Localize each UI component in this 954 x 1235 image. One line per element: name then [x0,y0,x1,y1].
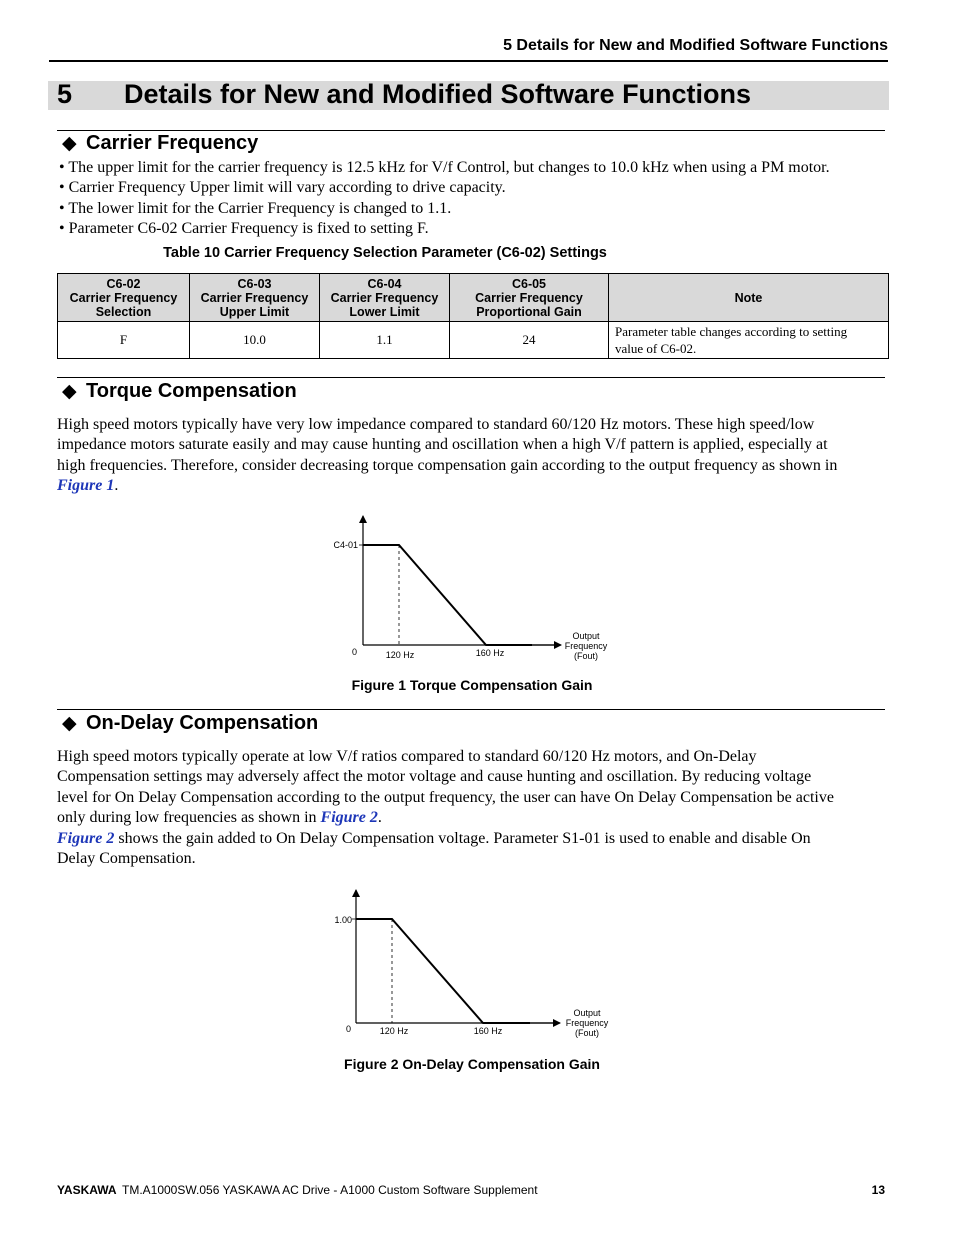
origin-label: 0 [345,1024,351,1034]
gain-curve [363,545,532,645]
list-item: • The lower limit for the Carrier Frequency is changed to 1.1. [59,199,452,217]
text-line: Figure 2 shows the gain added to On Delay Compensation voltage. Parameter S1-01 is used to enable and disable On [57,829,811,847]
y-axis-label: C4-01 [333,540,358,550]
table-cell: 10.0 [190,322,320,359]
text-line: Delay Compensation. [57,850,196,868]
chapter-title: Details for New and Modified Software Functions [124,79,752,109]
table-header-cell: C6-03 Carrier Frequency Upper Limit [190,274,320,322]
list-item: • Carrier Frequency Upper limit will vary according to drive capacity. [59,179,506,197]
list-item: • The upper limit for the carrier frequency is 12.5 kHz for V/f Control, but changes to 10.0 kHz when using a PM motor. [59,159,830,176]
figure-2-link[interactable]: Figure 2 [57,829,115,847]
section-title: On-Delay Compensation [86,712,319,734]
text-line: High speed motors typically operate at low V/f ratios compared to standard 60/120 Hz motors, and On-Delay [57,748,757,765]
running-header: 5 Details for New and Modified Software Functions [503,37,888,54]
x-tick-label: 160 Hz [473,1026,503,1036]
diamond-bullet-icon: ◆ [62,381,77,402]
figure-2-on-delay-compensation-graph [334,890,608,1038]
diamond-bullet-icon: ◆ [62,713,77,734]
x-axis-title: (Fout) [574,1028,600,1038]
section-heading-ondelay [62,712,318,735]
text-line: level for On Delay Compensation according to the output frequency, the user can have On Delay Compensation be active [57,788,834,806]
page-number: 13 [871,1183,885,1197]
y-axis-label: 1.00 [334,915,352,925]
figure-1-link[interactable]: Figure 1 [57,477,115,495]
diamond-bullet-icon: ◆ [62,133,77,154]
table-header-cell: C6-04 Carrier Frequency Lower Limit [320,274,450,322]
table-cell: 1.1 [320,322,450,359]
table-cell: 24 [450,322,609,359]
chapter-number: 5 [57,79,73,109]
x-tick-label: 120 Hz [379,1026,409,1036]
section-title: Carrier Frequency [86,132,259,154]
footer-brand: YASKAWA [57,1183,117,1197]
x-axis-title: Output [572,631,600,641]
table-caption: Table 10 Carrier Frequency Selection Parameter (C6-02) Settings [163,245,607,261]
origin-label: 0 [351,647,357,657]
x-tick-label: 160 Hz [475,648,505,658]
section-title: Torque Compensation [86,380,297,402]
text-line: high frequencies. Therefore, consider decreasing torque compensation gain according to the output frequency as shown in [57,456,838,474]
text-line: impedance motors saturate easily and may cause hunting and oscillation when a high V/f pattern is applied, especially at [57,436,828,454]
list-item: • Parameter C6-02 Carrier Frequency is fixed to setting F. [59,219,429,237]
x-axis-title: Frequency [565,1018,609,1028]
gain-curve [356,919,530,1023]
figure-2-caption: Figure 2 On-Delay Compensation Gain [344,1056,600,1072]
x-axis-title: Frequency [564,641,608,651]
text-line: only during low frequencies as shown in Figure 2. [57,809,382,827]
text-line: High speed motors typically have very low impedance compared to standard 60/120 Hz motors. These high speed/low [57,416,815,433]
table-cell: F [58,322,190,359]
figure-1-caption: Figure 1 Torque Compensation Gain [351,677,593,693]
table-cell-note: Parameter table changes according to setting value of C6-02. [609,322,889,359]
x-axis-title: (Fout) [573,651,599,661]
table-header-cell-note: Note [609,274,889,322]
table-header-cell: C6-02 Carrier Frequency Selection [58,274,190,322]
table-header-cell: C6-05 Carrier Frequency Proportional Gain [450,274,609,322]
paragraph-ondelay [57,747,889,869]
text-line: Compensation settings may adversely affect the motor voltage and cause hunting and oscillation. By reducing voltage [57,768,812,786]
footer-document-title: TM.A1000SW.056 YASKAWA AC Drive - A1000 Custom Software Supplement [122,1183,538,1197]
text-line: Figure 1. [57,477,119,495]
section-rule [57,709,885,710]
figure-1-torque-compensation-graph [333,516,607,661]
figure-2-link[interactable]: Figure 2 [320,809,378,827]
x-axis-title: Output [573,1008,601,1018]
x-tick-label: 120 Hz [385,650,415,660]
